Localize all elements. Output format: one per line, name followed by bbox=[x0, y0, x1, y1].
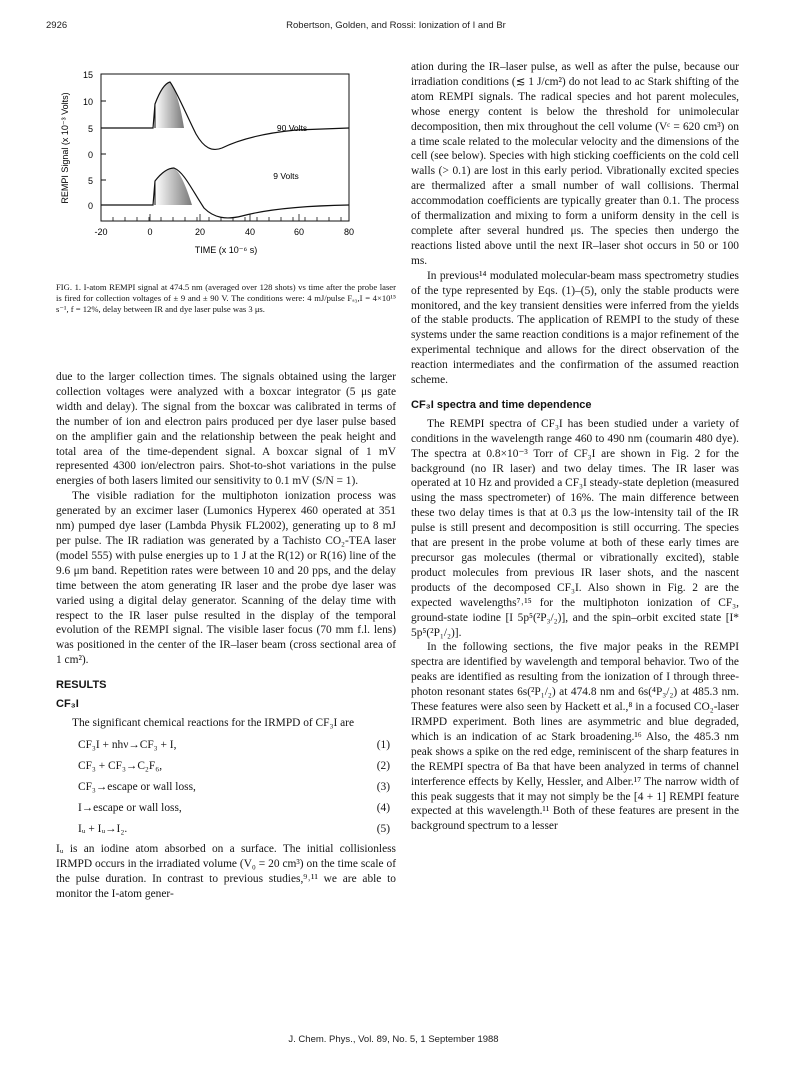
equation-number: (4) bbox=[376, 801, 390, 814]
x-tick-label: 20 bbox=[194, 227, 206, 237]
equation-expr: I→escape or wall loss, bbox=[78, 801, 182, 814]
y-tick-label: 0 bbox=[87, 150, 93, 160]
equation-3 bbox=[56, 777, 396, 798]
subsection-heading-cf3i: CF₃I bbox=[56, 698, 79, 711]
equation-list bbox=[56, 735, 396, 840]
x-tick-labels bbox=[94, 227, 354, 237]
y-tick-label: 5 bbox=[87, 176, 93, 186]
left-paragraph-2: The visible radiation for the multiphoton ionization process was generated by an excimer laser (Lumonics Hyperex 460 operated at 351 nm) pumped dye laser (Lambda Physik FL2002), generating up to 8 mJ per pulse. The IR radiation was generated by a Tachisto CO₂-TEA laser (model 555) with pulse energies up to 1 J at the R(12) or R(16) line of the 9.6 μm band. Repetition rates were between 10 and 20 pps, and the delay time between the atom generating IR laser and the probe dye laser was varied using a digital delay generator. Scanning of the delay time with respect to the IR laser pulse resulted in the display of the temporal evolution of the REMPI signal. The visible laser focus (70 mm f.l. lens) was positioned in the center of the IR–laser beam (cross sectional area of 1 cm²). bbox=[56, 490, 396, 667]
left-paragraph-3: The significant chemical reactions for the IRMPD of CF₃I are bbox=[72, 716, 355, 729]
section-heading-results: RESULTS bbox=[56, 679, 107, 692]
trace-label-90v: 90 Volts bbox=[276, 123, 308, 133]
left-paragraph-1: due to the larger collection times. The signals obtained using the larger collection voltages were analyzed with a boxcar integrator (5 μs gate width and delay). The signal from the boxcar was calibrated in terms of the number of ion and electron pairs produced per dye laser pulse based on the amplifier gain and the relationship between the peak height and total area of the time-dependent signal. A boxcar signal of 1 mV represented 4300 ion/electron pairs. Shot-to-shot variations in the pulse energies of both lasers limited our sensitivity to 0.1 mV (S/N = 1). bbox=[56, 371, 396, 488]
figure-caption: FIG. 1. I-atom REMPI signal at 474.5 nm (averaged over 128 shots) vs time after the probe laser is fired for collection voltages of ± 9 and ± 90 V. The conditions were: 4 mJ/pulse Fₐ₃,I = 4×10¹⁵ s⁻¹, f = 12%, delay between IR and dye laser pulse was 3 μs. bbox=[56, 282, 396, 315]
right-column bbox=[411, 60, 739, 834]
journal-citation-footer: J. Chem. Phys., Vol. 89, No. 5, 1 September 1988 bbox=[288, 1034, 499, 1045]
running-header bbox=[46, 20, 746, 34]
figure-1 bbox=[56, 68, 366, 280]
x-tick-label: 0 bbox=[147, 227, 153, 237]
x-tick-label: 80 bbox=[343, 227, 355, 237]
upper-y-ticks bbox=[83, 70, 106, 160]
right-paragraph-2: In previous¹⁴ modulated molecular-beam mass spectrometry studies of the type represented by Eqs. (1)–(5), only the stable products were monitored, and the key transient densities were inferred from the yields of the stable products. The application of REMPI to the study of these systems under the same reaction conditions is a major refinement of the experimental technique and allows for the direct observation of the reaction intermediates and the confirmation of the assumed reaction scheme. bbox=[411, 269, 739, 387]
trace-9v bbox=[101, 168, 349, 218]
y-tick-label: 5 bbox=[87, 124, 93, 134]
x-tick-label: 60 bbox=[293, 227, 305, 237]
trace-label-9v: 9 Volts bbox=[273, 171, 299, 181]
equation-5 bbox=[56, 819, 396, 840]
figure-1-plot bbox=[56, 68, 366, 280]
equation-1 bbox=[56, 735, 396, 756]
lower-y-ticks bbox=[88, 176, 106, 211]
equation-number: (2) bbox=[376, 759, 390, 772]
x-tick-label: 40 bbox=[244, 227, 256, 237]
trace-90v bbox=[101, 82, 349, 149]
left-paragraph-4: Iᵤ is an iodine atom absorbed on a surface. The initial collisionless IRMPD occurs in the irradiated volume (V₀ = 20 cm³) on the time scale of the pulse duration. In contrast to previous studies,⁹˒¹¹ we are able to monitor the I-atom gener- bbox=[56, 842, 396, 900]
y-tick-label: 10 bbox=[82, 97, 93, 107]
y-tick-label: 15 bbox=[82, 70, 93, 80]
equation-expr: CF₃→escape or wall loss, bbox=[78, 780, 196, 793]
plot-frame bbox=[101, 74, 349, 221]
x-tick-label: -20 bbox=[94, 227, 108, 237]
right-paragraph-4: In the following sections, the five major peaks in the REMPI spectra are identified by wavelength and temporal behavior. Two of the peaks are identified as resulting from the ionization of I through three-photon resonant states 6s(²P₁/₂) at 474.8 nm and 6s(⁴P₃/₂) at 485.3 nm. These features were also seen by Hackett et al.,⁸ in a focused CO₂-laser IRMPD experiment. Both lines are asymmetric and blue degraded, which is an indication of ac Stark broadening.¹⁶ Also, the 485.3 nm peak shows a spike on the red edge, reminiscent of the sharp features in the REMPI spectra of Ba that have been analyzed in terms of channel interference effects by Kelly, Hessler, and Alber.¹⁷ The narrow width of this peak suggests that it may not simply be the [4 + 1] REMPI feature expected at this wavelength.¹¹ Both of these features are present in the background spectrum to a lesser bbox=[411, 641, 739, 833]
equation-4 bbox=[56, 798, 396, 819]
right-paragraph-3: The REMPI spectra of CF₃I has been studied under a variety of conditions in the wavelength range 460 to 490 nm (coumarin 480 dye). The spectra at 0.8×10⁻³ Torr of CF₃I are shown in Fig. 2 for the background (no IR laser) and two delay times. The IR laser was operated at 10 Hz and provided a CF₃I steady-state depletion (measured using the mass spectrometer) of 16%. The main difference between these two delay times is that at 0.3 μs the low-intensity tail of the IR pulse is still present and decomposition is still occurring. The species that are present in the probe volume at both of these early times are precursor gas molecules (thermal or vibrationally excited), stable product molecules from previous IR laser shots, and the nascent products of the decomposed CF₃I. Also shown in Fig. 2 are the expected wavelengths⁷˒¹⁵ for the multiphoton ionization of CF₃, ground-state iodine [I 5p⁵(²P₃/₂)], and the spin–orbit excited state [I* 5p⁵(²P₁/₂)]. bbox=[411, 417, 739, 639]
y-axis-label: REMPI Signal (x 10⁻³ Volts) bbox=[60, 92, 70, 204]
trace-90v-shade bbox=[155, 82, 184, 128]
equation-expr: Iᵤ + Iᵤ→I₂. bbox=[78, 822, 128, 835]
equation-number: (1) bbox=[376, 738, 390, 751]
right-paragraph-1: ation during the IR–laser pulse, as well as after the pulse, because our irradiation conditions (≲ 1 J/cm²) do not lead to ac Stark shifting of the atom REMPI signals. The radical species and hot parent molecules, whose energy content is below the threshold for unimolecular decomposition, then mix throughout the cell volume (Vᶜ = 620 cm³) on a time scale related to the molecular velocity and the dimensions of the cell (see below). Species with high sticking coefficients on the cold cell walls (> 0.1) are lost in this early period. Vibrationally excited species are thermalized after a small number of wall collisions. Thermal accommodation coefficients are typically greater than 0.1. The process of thermalization and mixing to form a uniform density in the cell is complete after several hundred μs. The species then undergo the reactions listed above until the next IR–laser shot occurs in 50 or 100 ms. bbox=[411, 61, 739, 267]
equation-expr: CF₃I + nhν→CF₃ + I, bbox=[78, 738, 177, 751]
equation-number: (3) bbox=[376, 780, 390, 793]
equation-number: (5) bbox=[376, 822, 390, 835]
y-tick-label: 0 bbox=[87, 201, 93, 211]
equation-expr: CF₃ + CF₃→C₂F₆, bbox=[78, 759, 163, 772]
x-axis-label: TIME (x 10⁻⁶ s) bbox=[194, 245, 258, 255]
page-number: 2926 bbox=[46, 20, 68, 31]
equation-2 bbox=[56, 756, 396, 777]
subsection-heading-spectra: CF₃I spectra and time dependence bbox=[411, 398, 592, 411]
trace-9v-shade bbox=[155, 168, 192, 205]
running-title: Robertson, Golden, and Rossi: Ionization of I and Br bbox=[286, 20, 506, 31]
